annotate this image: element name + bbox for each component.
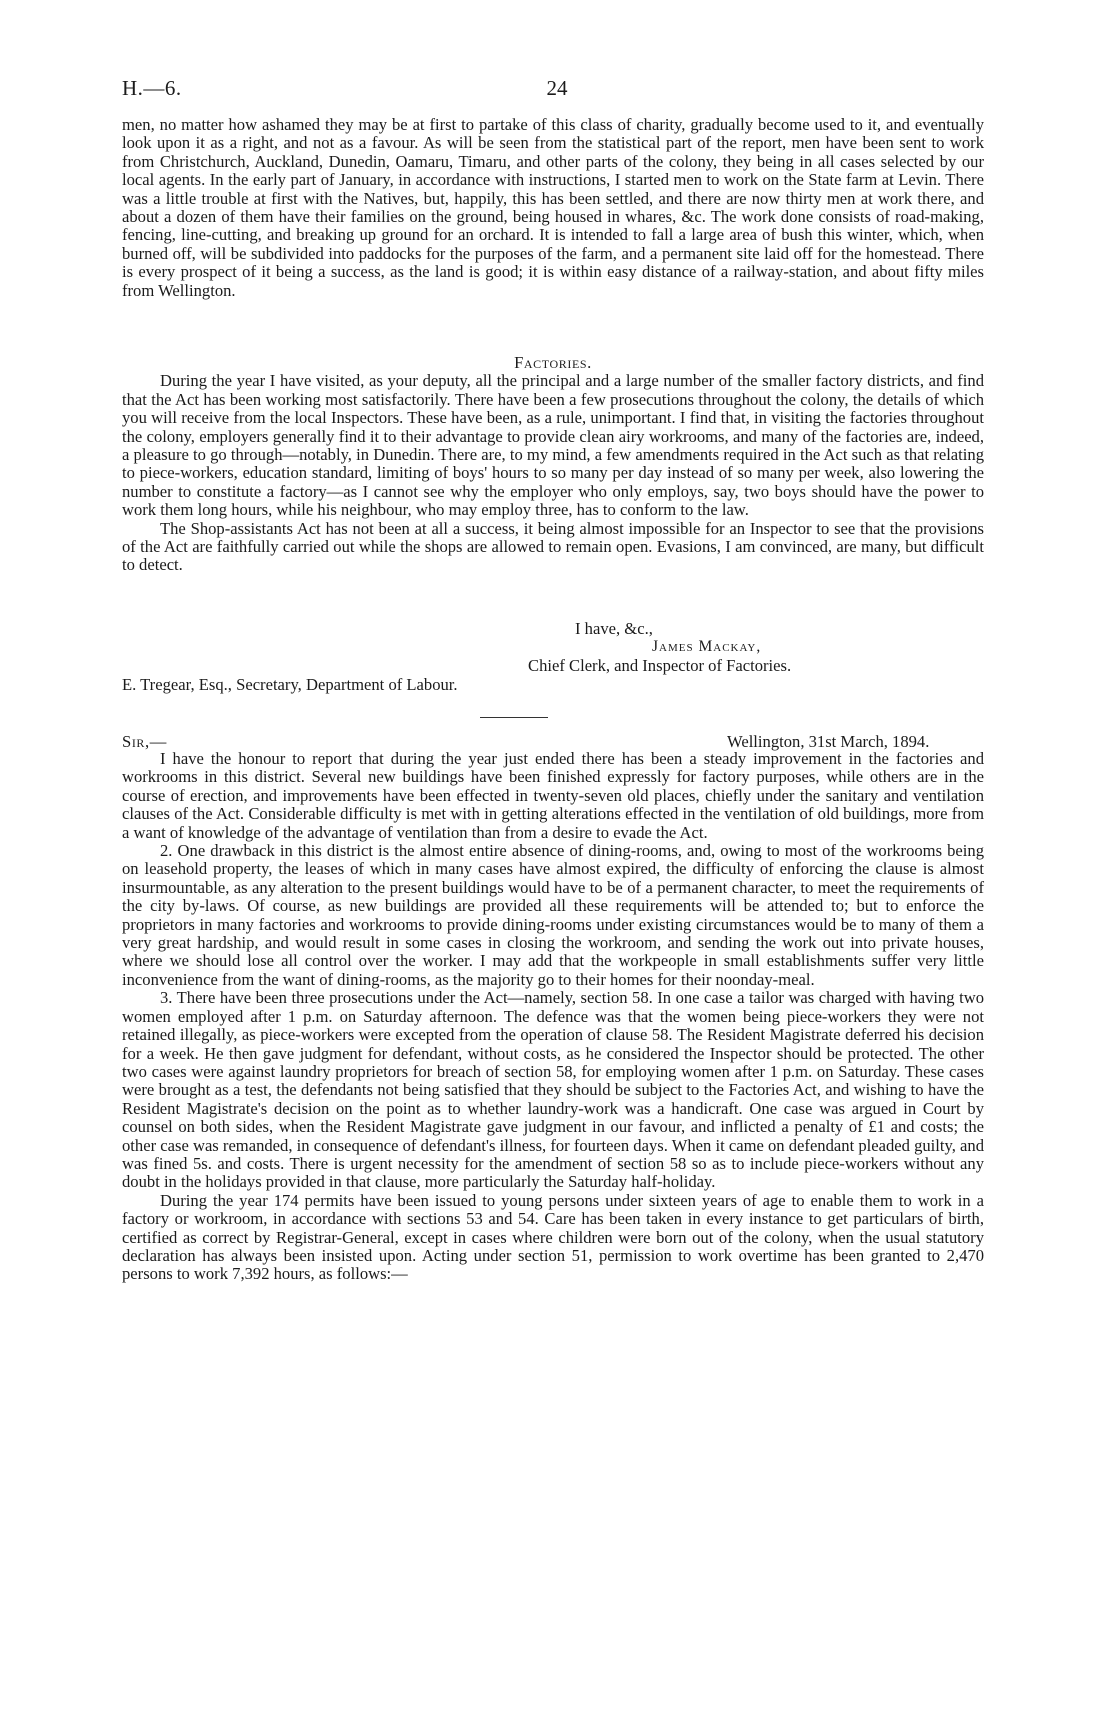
- document-reference: H.—6.: [122, 76, 182, 100]
- place-date: Wellington, 31st March, 1894.: [727, 732, 930, 751]
- page-number: 24: [546, 76, 568, 100]
- factories-paragraph-2: The Shop-assistants Act has not been at all a success, it being almost impossible for an Inspector to see that the provisions of the Act are faithfully carried out while the shops are allowed to remain open. Evasions, I am convinced, are many, but difficult to detect.: [122, 518, 984, 575]
- closing-line: I have, &c.,: [575, 619, 653, 638]
- continued-paragraph: men, no matter how ashamed they may be at first to partake of this class of charity, gradually become used to it, and eventually look upon it as a right, and not as a favour. As will be seen from the statistical part of the report, men have been sent to work from Christchurch, Auckland, Dunedin, Oamaru, Timaru, and other parts of the colony, they being in all cases selected by our local agents. In the early part of January, in accordance with instructions, I started men to work on the State farm at Levin. There was a little trouble at first with the Natives, but, happily, this has been settled, and there are now thirty men at work there, and about a dozen of them have their families on the ground, being housed in whares, &c. The work done consists of road-making, fencing, line-cutting, and breaking up ground for an orchard. It is intended to fall a large area of bush this winter, which, when burned off, will be subdivided into paddocks for the purposes of the farm, and a permanent site laid off for the homestead. There is every prospect of it being a success, as the land is good; it is within easy distance of a railway-station, and about fifty miles from Wellington.: [122, 115, 984, 300]
- report-paragraph-3: 3. There have been three prosecutions under the Act—namely, section 58. In one case a tailor was charged with having two women employed after 1 p.m. on Saturday afternoon. The defence was that the women being piece-workers they were not retained illegally, as piece-workers were excepted from the operation of clause 58. The Resident Magistrate deferred his decision for a week. He then gave judgment for defendant, without costs, as he considered the Inspector should be protected. The other two cases were against laundry proprietors for breach of section 58, for employing women after 1 p.m. on Saturday. These cases were brought as a test, the defendants not being satisfied that they should be subject to the Factories Act, and wishing to have the Resident Magistrate's decision on the point as to whether laundry-work was a handicraft. One case was argued in Court by counsel on both sides, when the Resident Magistrate gave judgment in our favour, and inflicted a penalty of £1 and costs; the other case was remanded, in consequence of defendant's illness, for fourteen days. When it came on defendant pleaded guilty, and was fined 5s. and costs. There is urgent necessity for the amendment of section 58 so as to include piece-workers without any doubt in the holidays provided in that clause, more particularly the Saturday half-holiday.: [122, 988, 984, 1192]
- report-paragraph-2: 2. One drawback in this district is the almost entire absence of dining-rooms, and, owing to most of the workrooms being on leasehold property, the leases of which in many cases have almost expired, the difficulty of enforcing the clause is almost insurmountable, as any alteration to the present buildings would have to be of a permanent character, to meet the requirements of the city by-laws. Of course, as new buildings are provided all these requirements will be attended to; but to enforce the proprietors in many factories and workrooms to provide dining-rooms under existing circumstances would be to many of them a very great hardship, and would result in some cases in closing the workroom, and sending the work out into private houses, where we should lose all control over the worker. I may add that the workpeople in small establishments suffer very little inconvenience from the want of dining-rooms, as the majority go to their homes for their noonday-meal.: [122, 841, 984, 989]
- report-paragraph-4: During the year 174 permits have been issued to young persons under sixteen years of age to enable them to work in a factory or workroom, in accordance with sections 53 and 54. Care has been taken in every instance to get particulars of birth, certified as correct by Registrar-General, except in cases where children were born out of the colony, when the usual statutory declaration has always been insisted upon. Acting under section 51, permission to work overtime has been granted to 2,470 persons to work 7,392 hours, as follows:—: [122, 1190, 984, 1284]
- section-divider: [480, 717, 548, 718]
- section-district-report: [122, 750, 984, 1284]
- report-paragraph-1: I have the honour to report that during the year just ended there has been a steady improvement in the factories and workrooms in this district. Several new buildings have been finished expressly for factory purposes, while others are in the course of erection, and improvements have been effected in twenty-seven old places, chiefly under the sanitary and ventilation clauses of the Act. Considerable difficulty is met with in getting alterations effected in the ventilation of old buildings, more from a want of knowledge of the advantage of ventilation than from a desire to evade the Act.: [122, 749, 984, 842]
- section-labour-farm: [122, 116, 984, 300]
- addressee: E. Tregear, Esq., Secretary, Department of Labour.: [122, 675, 458, 694]
- signatory-title: Chief Clerk, and Inspector of Factories.: [528, 656, 792, 675]
- section-factories: [122, 354, 984, 575]
- factories-heading: Factories.: [514, 353, 592, 372]
- salutation: Sir,—: [122, 732, 167, 751]
- factories-paragraph-1: During the year I have visited, as your deputy, all the principal and a large number of the smaller factory districts, and find that the Act has been working most satisfactorily. There have been a few prosecutions throughout the colony, the details of which you will receive from the local Inspectors. These have been, as a rule, unimportant. I find that, in visiting the factories throughout the colony, employers generally find it to their advantage to provide clean airy workrooms, and many of the factories are, indeed, a pleasure to go through—notably, in Dunedin. There are, to my mind, a few amendments required in the Act such as that relating to piece-workers, education standard, limiting of boys' hours to so many per day instead of so many per week, also lowering the number to constitute a factory—as I cannot see why the employer who only employs, say, two boys should have the power to work them long hours, while his neighbour, who may employ three, has to conform to the law.: [122, 371, 984, 520]
- signatory-name: James Mackay,: [652, 638, 762, 655]
